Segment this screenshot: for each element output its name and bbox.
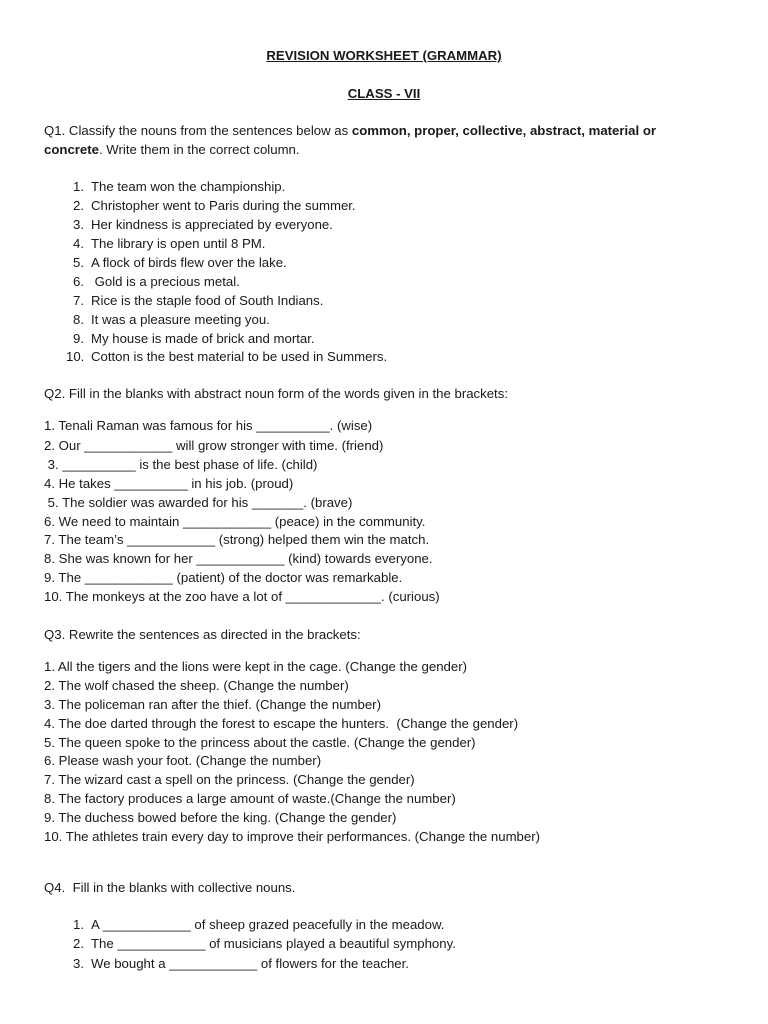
q3-item: 4. The doe darted through the forest to escape the hunters. (Change the gender) — [44, 716, 519, 731]
q3-item: 8. The factory produces a large amount of waste.(Change the number) — [44, 791, 456, 806]
list-item: 7. Rice is the staple food of South Indians. — [73, 293, 324, 308]
q3-item: 10. The athletes train every day to improve their performances. (Change the number) — [44, 829, 541, 844]
list-item: 3. Her kindness is appreciated by everyone. — [73, 217, 333, 232]
list-item: 9. My house is made of brick and mortar. — [73, 331, 315, 346]
q4-heading: Q4. Fill in the blanks with collective nouns. — [44, 880, 296, 895]
worksheet-title: REVISION WORKSHEET (GRAMMAR) — [266, 48, 502, 63]
list-item: 10. Cotton is the best material to be used in Summers. — [66, 349, 388, 364]
list-item: 4. The library is open until 8 PM. — [73, 236, 266, 251]
q2-item: 2. Our ____________ will grow stronger with time. (friend) — [44, 438, 384, 453]
q3-item: 5. The queen spoke to the princess about the castle. (Change the gender) — [44, 735, 476, 750]
q3-item: 7. The wizard cast a spell on the princess. (Change the gender) — [44, 772, 415, 787]
list-item: 2. The ____________ of musicians played a beautiful symphony. — [73, 936, 456, 951]
q2-item: 10. The monkeys at the zoo have a lot of _____________. (curious) — [44, 589, 440, 604]
q2-item: 1. Tenali Raman was famous for his __________. (wise) — [44, 418, 373, 433]
list-item: 3. We bought a ____________ of flowers for the teacher. — [73, 956, 409, 971]
q2-heading: Q2. Fill in the blanks with abstract noun form of the words given in the brackets: — [44, 386, 508, 401]
q1-intro-text: Q1. Classify the nouns from the sentences below as — [44, 123, 352, 138]
q3-item: 3. The policeman ran after the thief. (Change the number) — [44, 697, 381, 712]
q2-item: 5. The soldier was awarded for his _______. (brave) — [44, 495, 353, 510]
q1-intro-cont — [44, 141, 300, 159]
q3-item: 1. All the tigers and the lions were kept in the cage. (Change the gender) — [44, 659, 467, 674]
q2-item: 4. He takes __________ in his job. (proud) — [44, 476, 294, 491]
q3-item: 9. The duchess bowed before the king. (Change the gender) — [44, 810, 397, 825]
list-item: 1. A ____________ of sheep grazed peacefully in the meadow. — [73, 917, 445, 932]
q1-noun-type-concrete: concrete — [44, 142, 99, 157]
q3-item: 2. The wolf chased the sheep. (Change the number) — [44, 678, 349, 693]
list-item: 8. It was a pleasure meeting you. — [73, 312, 270, 327]
class-label: CLASS - VII — [347, 86, 421, 101]
q1-noun-types: common, proper, collective, abstract, material or — [351, 123, 657, 138]
q2-item: 8. She was known for her ____________ (kind) towards everyone. — [44, 551, 433, 566]
q1-intro-end: . Write them in the correct column. — [98, 142, 300, 157]
list-item: 6. Gold is a precious metal. — [73, 274, 240, 289]
q1-intro — [44, 122, 656, 140]
list-item: 5. A flock of birds flew over the lake. — [73, 255, 287, 270]
q3-heading: Q3. Rewrite the sentences as directed in the brackets: — [44, 627, 361, 642]
q2-item: 7. The team’s ____________ (strong) helped them win the match. — [44, 532, 430, 547]
q3-item: 6. Please wash your foot. (Change the number) — [44, 753, 322, 768]
list-item: 1. The team won the championship. — [73, 179, 286, 194]
q2-item: 3. __________ is the best phase of life. (child) — [44, 457, 318, 472]
list-item: 2. Christopher went to Paris during the summer. — [73, 198, 356, 213]
q2-item: 9. The ____________ (patient) of the doctor was remarkable. — [44, 570, 403, 585]
q2-item: 6. We need to maintain ____________ (peace) in the community. — [44, 514, 426, 529]
